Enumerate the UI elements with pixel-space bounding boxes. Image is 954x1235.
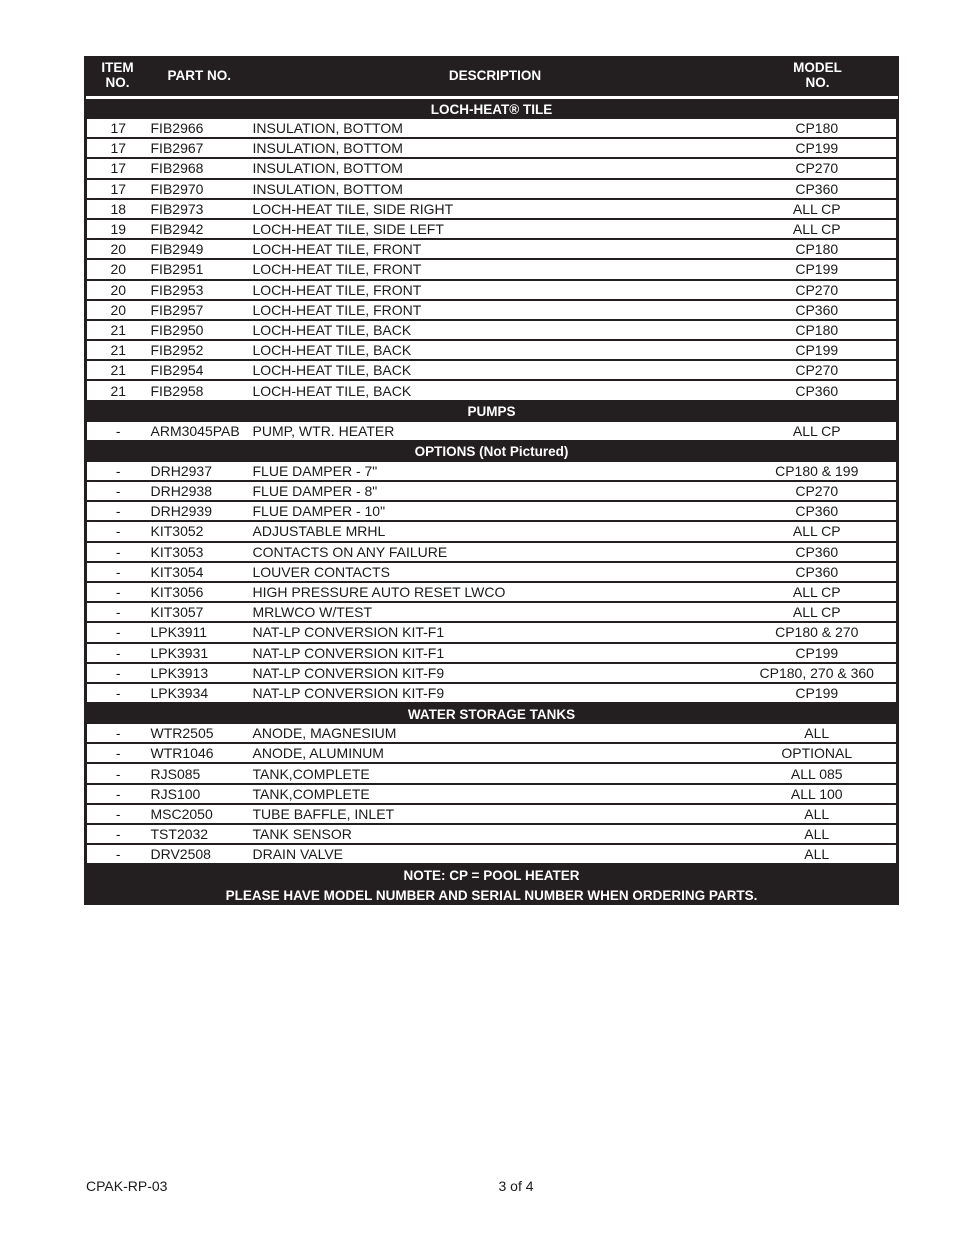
table-row [86, 340, 898, 360]
description-cell: NAT-LP CONVERSION KIT-F1 [253, 643, 738, 663]
part-no-cell: MSC2050 [150, 804, 253, 824]
model-no-cell: CP199 [738, 138, 898, 158]
description-cell: FLUE DAMPER - 7" [253, 462, 738, 481]
model-no-cell: ALL CP [738, 422, 898, 441]
model-no-cell: CP270 [738, 360, 898, 380]
description-cell: INSULATION, BOTTOM [253, 138, 738, 158]
header-model-no: MODEL NO. [738, 56, 898, 94]
description-cell: DRAIN VALVE [253, 844, 738, 864]
table-row [86, 360, 898, 380]
model-no-cell: CP180 & 199 [738, 462, 898, 481]
part-no-cell: KIT3052 [150, 521, 253, 541]
model-no-cell: CP180, 270 & 360 [738, 663, 898, 683]
table-row [86, 562, 898, 582]
model-no-cell: ALL [738, 804, 898, 824]
table-row [86, 280, 898, 300]
item-no-cell: - [86, 844, 150, 864]
table-row [86, 320, 898, 340]
item-no-cell: - [86, 602, 150, 622]
part-no-cell: KIT3057 [150, 602, 253, 622]
parts-table [84, 56, 899, 905]
model-no-cell: CP360 [738, 380, 898, 400]
description-cell: NAT-LP CONVERSION KIT-F9 [253, 683, 738, 703]
item-no-cell: - [86, 683, 150, 703]
model-no-cell: ALL 085 [738, 763, 898, 783]
item-no-cell: 20 [86, 259, 150, 279]
table-row [86, 138, 898, 158]
model-no-cell: CP180 [738, 119, 898, 138]
table-row [86, 763, 898, 783]
table-row [86, 380, 898, 400]
part-no-cell: FIB2970 [150, 179, 253, 199]
description-cell: LOUVER CONTACTS [253, 562, 738, 582]
item-no-cell: 17 [86, 138, 150, 158]
note-row [86, 885, 898, 905]
description-cell: CONTACTS ON ANY FAILURE [253, 542, 738, 562]
model-no-cell: OPTIONAL [738, 743, 898, 763]
description-cell: NAT-LP CONVERSION KIT-F1 [253, 622, 738, 642]
description-cell: INSULATION, BOTTOM [253, 158, 738, 178]
header-item-no: ITEM NO. [86, 56, 150, 94]
model-no-cell: ALL 100 [738, 784, 898, 804]
description-cell: LOCH-HEAT TILE, FRONT [253, 280, 738, 300]
description-cell: LOCH-HEAT TILE, BACK [253, 320, 738, 340]
table-row [86, 844, 898, 864]
description-cell: TANK,COMPLETE [253, 763, 738, 783]
description-cell: ANODE, ALUMINUM [253, 743, 738, 763]
item-no-cell: - [86, 521, 150, 541]
section-header [86, 401, 898, 422]
table-row [86, 219, 898, 239]
table-row [86, 422, 898, 441]
table-row [86, 743, 898, 763]
section-title: OPTIONS (Not Pictured) [86, 441, 898, 462]
item-no-cell: 21 [86, 340, 150, 360]
item-no-cell: - [86, 724, 150, 743]
part-no-cell: DRH2939 [150, 501, 253, 521]
part-no-cell: FIB2954 [150, 360, 253, 380]
model-no-cell: ALL CP [738, 521, 898, 541]
item-no-cell: - [86, 582, 150, 602]
description-cell: FLUE DAMPER - 10" [253, 501, 738, 521]
part-no-cell: WTR1046 [150, 743, 253, 763]
description-cell: NAT-LP CONVERSION KIT-F9 [253, 663, 738, 683]
table-row [86, 179, 898, 199]
section-title: WATER STORAGE TANKS [86, 703, 898, 724]
section-title: LOCH-HEAT® TILE [86, 99, 898, 119]
model-no-cell: ALL CP [738, 219, 898, 239]
table-row [86, 582, 898, 602]
table-row [86, 239, 898, 259]
item-no-cell: - [86, 622, 150, 642]
table-row [86, 259, 898, 279]
table-row [86, 481, 898, 501]
table-row [86, 300, 898, 320]
section-header [86, 703, 898, 724]
description-cell: INSULATION, BOTTOM [253, 179, 738, 199]
item-no-cell: - [86, 824, 150, 844]
table-row [86, 158, 898, 178]
part-no-cell: FIB2958 [150, 380, 253, 400]
part-no-cell: FIB2951 [150, 259, 253, 279]
item-no-cell: - [86, 804, 150, 824]
item-no-cell: - [86, 663, 150, 683]
description-cell: ANODE, MAGNESIUM [253, 724, 738, 743]
item-no-cell: - [86, 462, 150, 481]
model-no-cell: CP199 [738, 683, 898, 703]
model-no-cell: CP360 [738, 300, 898, 320]
part-no-cell: TST2032 [150, 824, 253, 844]
table-row [86, 622, 898, 642]
item-no-cell: - [86, 743, 150, 763]
table-row [86, 663, 898, 683]
description-cell: LOCH-HEAT TILE, BACK [253, 380, 738, 400]
part-no-cell: KIT3053 [150, 542, 253, 562]
table-row [86, 724, 898, 743]
item-no-cell: 19 [86, 219, 150, 239]
item-no-cell: 20 [86, 280, 150, 300]
model-no-cell: CP180 & 270 [738, 622, 898, 642]
part-no-cell: RJS085 [150, 763, 253, 783]
model-no-cell: CP199 [738, 340, 898, 360]
table-row [86, 643, 898, 663]
item-no-cell: 17 [86, 119, 150, 138]
item-no-cell: - [86, 501, 150, 521]
part-no-cell: LPK3931 [150, 643, 253, 663]
table-header [86, 56, 898, 94]
table-row [86, 119, 898, 138]
header-part-no: PART NO. [150, 56, 253, 94]
item-no-cell: 20 [86, 300, 150, 320]
model-no-cell: CP199 [738, 643, 898, 663]
description-cell: LOCH-HEAT TILE, BACK [253, 360, 738, 380]
item-no-cell: 18 [86, 199, 150, 219]
description-cell: TUBE BAFFLE, INLET [253, 804, 738, 824]
item-no-cell: 20 [86, 239, 150, 259]
note-text: NOTE: CP = POOL HEATER [86, 864, 898, 885]
part-no-cell: DRV2508 [150, 844, 253, 864]
item-no-cell: 21 [86, 380, 150, 400]
table-row [86, 683, 898, 703]
model-no-cell: CP270 [738, 158, 898, 178]
description-cell: LOCH-HEAT TILE, SIDE RIGHT [253, 199, 738, 219]
part-no-cell: FIB2949 [150, 239, 253, 259]
description-cell: MRLWCO W/TEST [253, 602, 738, 622]
note-row [86, 864, 898, 885]
header-description: DESCRIPTION [253, 56, 738, 94]
page-number: 3 of 4 [498, 1178, 534, 1194]
item-no-cell: - [86, 763, 150, 783]
part-no-cell: FIB2968 [150, 158, 253, 178]
description-cell: ADJUSTABLE MRHL [253, 521, 738, 541]
doc-code: CPAK-RP-03 [86, 1178, 168, 1194]
model-no-cell: CP199 [738, 259, 898, 279]
item-no-cell: 17 [86, 179, 150, 199]
table-row [86, 199, 898, 219]
item-no-cell: - [86, 562, 150, 582]
item-no-cell: - [86, 542, 150, 562]
section-header [86, 99, 898, 119]
table-row [86, 804, 898, 824]
model-no-cell: ALL CP [738, 602, 898, 622]
part-no-cell: FIB2950 [150, 320, 253, 340]
model-no-cell: CP360 [738, 179, 898, 199]
part-no-cell: FIB2942 [150, 219, 253, 239]
item-no-cell: 21 [86, 320, 150, 340]
part-no-cell: FIB2957 [150, 300, 253, 320]
part-no-cell: WTR2505 [150, 724, 253, 743]
description-cell: LOCH-HEAT TILE, FRONT [253, 300, 738, 320]
model-no-cell: ALL [738, 824, 898, 844]
part-no-cell: LPK3911 [150, 622, 253, 642]
section-title: PUMPS [86, 401, 898, 422]
part-no-cell: FIB2967 [150, 138, 253, 158]
part-no-cell: FIB2953 [150, 280, 253, 300]
section-header [86, 441, 898, 462]
table-body [86, 99, 898, 864]
item-no-cell: 21 [86, 360, 150, 380]
model-no-cell: ALL CP [738, 199, 898, 219]
table-row [86, 462, 898, 481]
item-no-cell: - [86, 481, 150, 501]
part-no-cell: ARM3045PAB [150, 422, 253, 441]
description-cell: FLUE DAMPER - 8" [253, 481, 738, 501]
description-cell: INSULATION, BOTTOM [253, 119, 738, 138]
table-row [86, 784, 898, 804]
part-no-cell: RJS100 [150, 784, 253, 804]
model-no-cell: CP360 [738, 562, 898, 582]
description-cell: LOCH-HEAT TILE, FRONT [253, 259, 738, 279]
description-cell: HIGH PRESSURE AUTO RESET LWCO [253, 582, 738, 602]
model-no-cell: ALL [738, 724, 898, 743]
model-no-cell: ALL [738, 844, 898, 864]
table-row [86, 501, 898, 521]
note-text: PLEASE HAVE MODEL NUMBER AND SERIAL NUMBER WHEN ORDERING PARTS. [86, 885, 898, 905]
part-no-cell: FIB2966 [150, 119, 253, 138]
model-no-cell: CP270 [738, 280, 898, 300]
table-row [86, 602, 898, 622]
part-no-cell: KIT3056 [150, 582, 253, 602]
part-no-cell: LPK3913 [150, 663, 253, 683]
model-no-cell: CP180 [738, 239, 898, 259]
item-no-cell: - [86, 422, 150, 441]
description-cell: LOCH-HEAT TILE, BACK [253, 340, 738, 360]
table-row [86, 542, 898, 562]
model-no-cell: CP360 [738, 501, 898, 521]
description-cell: TANK,COMPLETE [253, 784, 738, 804]
table-row [86, 521, 898, 541]
part-no-cell: FIB2952 [150, 340, 253, 360]
part-no-cell: LPK3934 [150, 683, 253, 703]
item-no-cell: 17 [86, 158, 150, 178]
description-cell: LOCH-HEAT TILE, SIDE LEFT [253, 219, 738, 239]
item-no-cell: - [86, 643, 150, 663]
description-cell: LOCH-HEAT TILE, FRONT [253, 239, 738, 259]
description-cell: PUMP, WTR. HEATER [253, 422, 738, 441]
model-no-cell: CP180 [738, 320, 898, 340]
description-cell: TANK SENSOR [253, 824, 738, 844]
item-no-cell: - [86, 784, 150, 804]
model-no-cell: ALL CP [738, 582, 898, 602]
model-no-cell: CP360 [738, 542, 898, 562]
part-no-cell: DRH2937 [150, 462, 253, 481]
model-no-cell: CP270 [738, 481, 898, 501]
table-row [86, 824, 898, 844]
part-no-cell: KIT3054 [150, 562, 253, 582]
part-no-cell: DRH2938 [150, 481, 253, 501]
part-no-cell: FIB2973 [150, 199, 253, 219]
